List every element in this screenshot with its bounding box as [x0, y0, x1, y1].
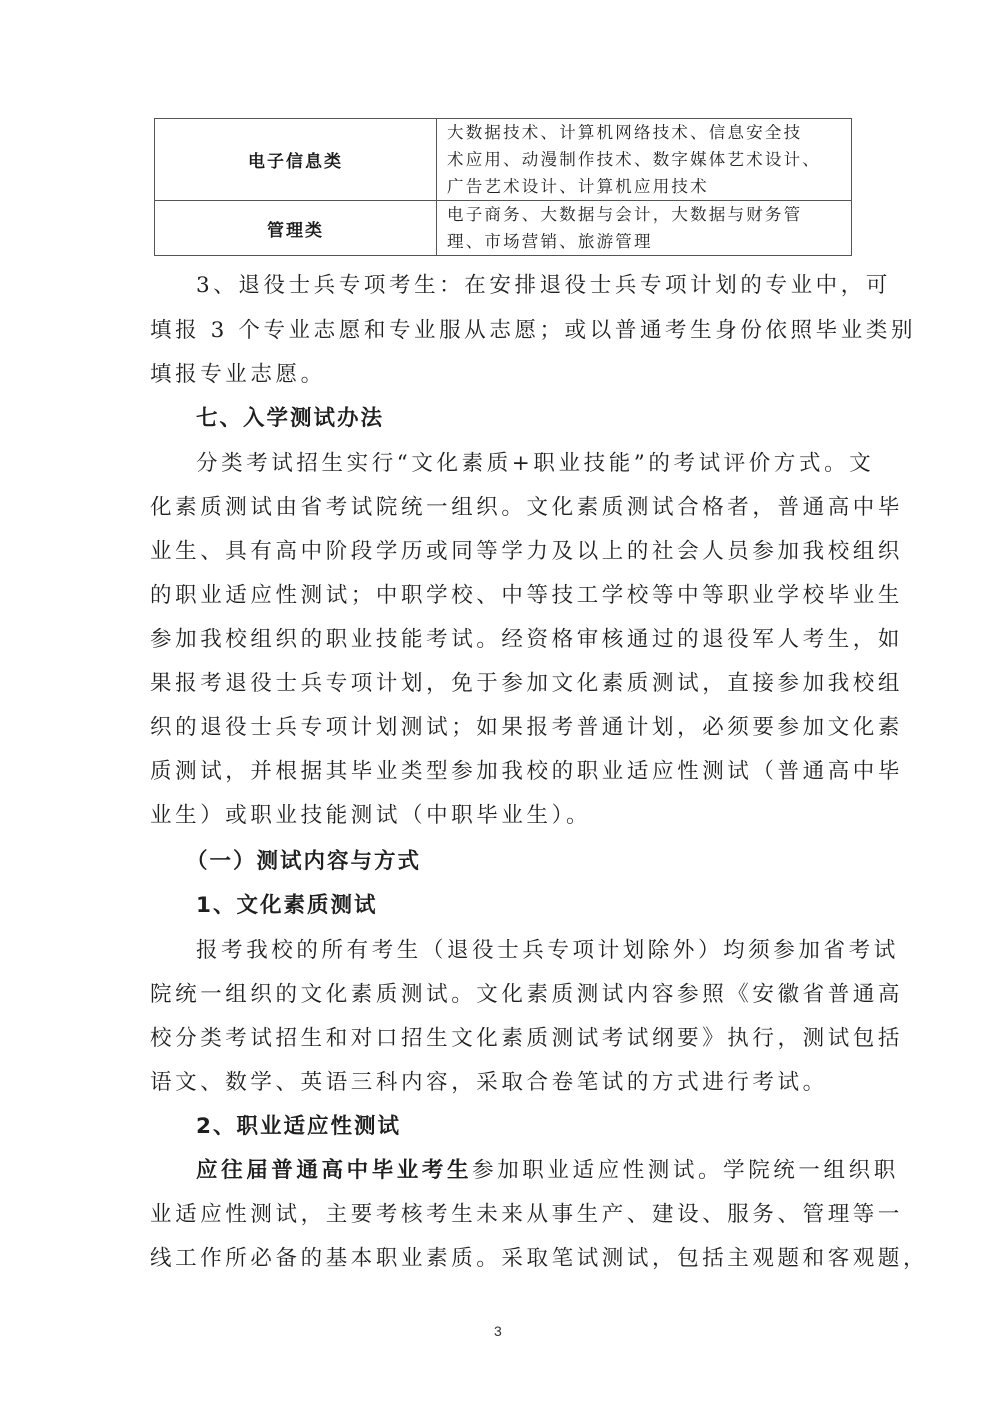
paragraph-line: 线工作所必备的基本职业素质。采取笔试测试，包括主观题和客观题， [150, 1246, 929, 1271]
paragraph-line [150, 1153, 906, 1184]
page-number: 3 [494, 1323, 502, 1339]
paragraph-line: 报考我校的所有考生（退役士兵专项计划除外）均须参加省考试 [196, 938, 899, 963]
paragraph-line: 质测试，并根据其毕业类型参加我校的职业适应性测试（普通高中毕 [150, 759, 904, 784]
item-heading: 2、职业适应性测试 [196, 1114, 401, 1139]
majors-line: 理、市场营销、旅游管理 [447, 232, 653, 251]
paragraph-line: 填报专业志愿。 [150, 362, 326, 387]
paragraph-line: 的职业适应性测试；中职学校、中等技工学校等中等职业学校毕业生 [150, 583, 904, 608]
paragraph-line: 化素质测试由省考试院统一组织。文化素质测试合格者，普通高中毕 [150, 495, 904, 520]
paragraph-line: 分类考试招生实行“文化素质+职业技能”的考试评价方式。文 [196, 451, 875, 476]
paragraph-line: 3、退役士兵专项考生：在安排退役士兵专项计划的专业中，可 [196, 273, 891, 298]
table-row [155, 201, 852, 256]
paragraph-line: 织的退役士兵专项计划测试；如果报考普通计划，必须要参加文化素 [150, 715, 904, 740]
paragraph-line: 果报考退役士兵专项计划，免于参加文化素质测试，直接参加我校组 [150, 671, 904, 696]
majors-line: 广告艺术设计、计算机应用技术 [447, 177, 709, 196]
paragraph-line: 填报 3 个专业志愿和专业服从志愿；或以普通考生身份依照毕业类别 [150, 318, 917, 343]
majors-line: 术应用、动漫制作技术、数字媒体艺术设计、 [447, 150, 821, 169]
bold-phrase: 应往届普通高中毕业考生 [196, 1158, 473, 1183]
section-heading: 七、入学测试办法 [196, 406, 385, 431]
majors-cell [437, 201, 852, 256]
paragraph-line: 业生、具有高中阶段学历或同等学力及以上的社会人员参加我校组织 [150, 539, 904, 564]
paragraph-line: 参加我校组织的职业技能考试。经资格审核通过的退役军人考生，如 [150, 627, 904, 652]
majors-cell [437, 119, 852, 201]
category-cell: 管理类 [155, 201, 437, 256]
subsection-heading: （一）测试内容与方式 [186, 849, 422, 874]
item-heading: 1、文化素质测试 [196, 893, 378, 918]
paragraph-line: 业生）或职业技能测试（中职毕业生）。 [150, 803, 592, 828]
paragraph-text: 参加职业适应性测试。学院统一组织职 [472, 1158, 899, 1183]
paragraph-line: 院统一组织的文化素质测试。文化素质测试内容参照《安徽省普通高 [150, 982, 904, 1007]
majors-table [154, 118, 852, 256]
majors-line: 大数据技术、计算机网络技术、信息安全技 [447, 123, 803, 142]
paragraph-line: 校分类考试招生和对口招生文化素质测试考试纲要》执行，测试包括 [150, 1026, 904, 1051]
majors-line: 电子商务、大数据与会计，大数据与财务管 [447, 205, 803, 224]
category-cell: 电子信息类 [155, 119, 437, 201]
paragraph-line: 业适应性测试，主要考核考生未来从事生产、建设、服务、管理等一 [150, 1202, 904, 1227]
table-row [155, 119, 852, 201]
paragraph-line: 语文、数学、英语三科内容，采取合卷笔试的方式进行考试。 [150, 1070, 828, 1095]
